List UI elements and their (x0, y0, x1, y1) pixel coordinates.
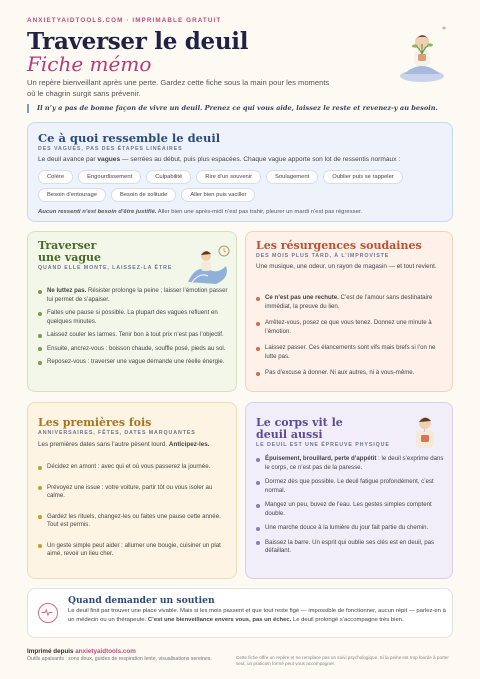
list-item-text: Décidez en amont : avec qui et où vous passerez la journée. (47, 463, 211, 470)
feeling-chip: Soulagement (266, 170, 318, 184)
person-holding-mug-illustration (406, 413, 444, 453)
footer-printed-by: Imprimé depuis (27, 648, 76, 655)
ride-title-line2: une vague (38, 251, 102, 264)
body-card (245, 402, 453, 579)
list-item (38, 309, 228, 326)
list-item-text: Baissez la barre. Un esprit qui oublie ses clés est en deuil, pas défaillant. (265, 538, 435, 554)
help-title: Quand demander un soutien (68, 595, 215, 606)
page-subtitle: Fiche mémo (27, 52, 152, 76)
person-on-wave-illustration (186, 242, 232, 286)
list-item (256, 478, 446, 495)
footer-left (27, 648, 227, 663)
list-item (256, 455, 446, 472)
list-item (256, 524, 446, 533)
help-text-bold: C’est une bienveillance envers vous, pas un échec. (147, 616, 292, 623)
heart-pulse-icon (38, 603, 58, 623)
list-item (38, 542, 228, 559)
firsts-subtitle: ANNIVERSAIRES, FÊTES, DATES MARQUANTES (38, 430, 196, 436)
hero-person-plant-illustration (386, 14, 458, 86)
footer-disclaimer: Cette fiche offre un repère et ne remplace pas un suivi psychologique. Si la peine est trop lourde à porter seul, un praticien formé peut vous accompagner. (236, 655, 449, 666)
list-item-text: Faites une pause si possible. La plupart des vagues refluent en quelques minutes. (47, 309, 218, 325)
intro-text: Un repère bienveillant après une perte. Gardez cette fiche sous la main pour les moments où le chagrin surgit sans prévenir. (27, 78, 330, 98)
list-item (38, 484, 228, 501)
ride-title (38, 240, 101, 264)
help-text-pre: Le deuil finit par trouver une place vivable. Mais si les mois passent et que tout reste figé — impossible de fonctionner, aucun répit — parlez-en à un médecin ou un thérapeute. (68, 608, 446, 623)
feeling-chip: Engourdissement (78, 170, 141, 184)
list-item (256, 369, 444, 378)
list-item-text: : le deuil s’exprime dans le corps, ce n’est pas de la paresse. (265, 455, 444, 471)
surges-desc: Une musique, une odeur, un rayon de magasin — et tout revient. (256, 263, 437, 270)
feeling-chip: Aller bien puis vaciller (181, 188, 255, 202)
list-item (38, 287, 228, 304)
firsts-desc-bold: Anticipez-les. (168, 441, 210, 448)
waves-foot-rest: Aller bien une après-midi n’est pas trahir, pleurer un mardi n’est pas régresser. (156, 209, 363, 215)
waves-card (27, 122, 453, 222)
list-item-text: Prévoyez une issue : votre voiture, partir tôt ou vous isoler au calme. (47, 483, 213, 499)
surges-title: Les résurgences soudaines (256, 239, 422, 252)
list-item (38, 513, 228, 530)
list-item (38, 463, 228, 472)
firsts-desc (38, 440, 230, 449)
waves-subtitle: DES VAGUES, PAS DES ÉTAPES LINÉAIRES (38, 146, 183, 152)
body-title (256, 417, 343, 441)
list-item-text: Laissez couler les larmes. Tenir bon à tout prix n’est pas l’objectif. (47, 331, 224, 338)
feeling-chip: Besoin de solitude (111, 188, 176, 202)
feeling-chip: Colère (38, 170, 73, 184)
list-item-bold: Épuisement, brouillard, perte d’appétit (265, 455, 377, 462)
list-item (38, 331, 228, 340)
list-item (38, 345, 228, 354)
ride-wave-card (27, 231, 237, 392)
list-item-text: Gardez les rituels, changez-les ou faites une pause cette année. Tout est permis. (47, 512, 221, 528)
page-title: Traverser le deuil (27, 28, 249, 55)
footer-site-link[interactable]: anxietyaidtools.com (75, 648, 136, 655)
list-item-text: Une marche douce à la lumière du jour fait partie du chemin. (265, 524, 429, 531)
firsts-card (27, 402, 237, 579)
quote: Il n’y a pas de bonne façon de vivre un deuil. Prenez ce qui vous aide, laissez le reste et revenez-y au besoin. (27, 104, 452, 113)
body-list (256, 455, 446, 562)
list-item-bold: Ce n’est pas une rechute. (265, 294, 339, 301)
waves-title: Ce à quoi ressemble le deuil (38, 131, 221, 145)
list-item-text: Laissez passer. Ces élancements sont vifs mais brefs si l’on ne lutte pas. (265, 344, 436, 360)
waves-lead-pre: Le deuil avance par (38, 156, 98, 163)
waves-lead (38, 156, 448, 163)
firsts-list (38, 463, 228, 571)
list-item (256, 539, 446, 556)
help-text-post: Le deuil prolongé s’accompagne très bien. (291, 616, 404, 623)
list-item-text: Arrêtez-vous, posez ce que vous tenez. Donnez une minute à l’émotion. (265, 319, 432, 335)
list-item (256, 344, 444, 361)
footer-tools: Outils apaisants : sons doux, guides de respiration lente, visualisations sereines. (27, 656, 212, 662)
body-title-line2: deuil aussi (256, 428, 323, 441)
list-item-text: Dormez dès que possible. Le deuil fatigue profondément, c’est normal. (265, 478, 434, 494)
list-item-text: Mangez un peu, buvez de l’eau. Les gestes simples comptent double. (265, 501, 432, 517)
waves-foot (38, 209, 362, 215)
ride-list (38, 287, 228, 372)
list-item-text: Reposez-vous : traverser une vague demande une réelle énergie. (47, 358, 225, 365)
waves-lead-bold: vagues (97, 156, 121, 163)
surges-card (245, 231, 453, 392)
surges-subtitle: DES MOIS PLUS TARD, À L’IMPROVISTE (256, 253, 390, 259)
list-item-text: Pas d’excuse à donner. Ni aux autres, ni à vous-même. (265, 369, 415, 376)
list-item (38, 358, 228, 367)
firsts-desc-pre: Les premières dates sans l’autre pèsent lourd. (38, 441, 169, 448)
help-text (68, 607, 448, 624)
ride-subtitle: QUAND ELLE MONTE, LAISSEZ-LA ÊTRE (38, 265, 173, 271)
surges-list (256, 294, 444, 386)
list-item (256, 501, 446, 518)
feeling-chips (38, 170, 448, 202)
feeling-chip: Culpabilité (146, 170, 191, 184)
feeling-chip: Oublier puis se rappeler (323, 170, 403, 184)
list-item (256, 319, 444, 336)
site-label: ANXIETYAIDTOOLS.COM · IMPRIMABLE GRATUIT (27, 17, 222, 24)
waves-lead-post: — serrées au début, puis plus espacées. Chaque vague apporte son lot de ressentis normaux : (120, 156, 401, 163)
help-card (27, 588, 453, 638)
list-item-text: C’est de l’amour sans destinataire immédiat, la preuve du lien. (265, 294, 433, 310)
list-item-text: Un geste simple peut aider : allumer une bougie, cuisiner un plat aimé, revoir un lieu cher. (47, 541, 221, 557)
firsts-title: Les premières fois (38, 416, 152, 429)
body-title-line1: Le corps vit le (256, 416, 343, 429)
body-subtitle: LE DEUIL EST UNE ÉPREUVE PHYSIQUE (256, 442, 390, 448)
waves-foot-bold: Aucun ressenti n’est besoin d’être justifié. (38, 209, 157, 215)
list-item (256, 294, 444, 311)
list-item-text: Résister prolonge la peine ; laisser l’émotion passer lui permet de s’apaiser. (47, 287, 228, 303)
feeling-chip: Rire d’un souvenir (196, 170, 261, 184)
ride-title-line1: Traverser (38, 239, 97, 252)
list-item-text: Ensuite, ancrez-vous : boisson chaude, souffle posé, pieds au sol. (47, 344, 226, 352)
footer-printed (27, 648, 227, 655)
list-item-bold: Ne luttez pas. (47, 287, 87, 294)
feeling-chip: Besoin d’entourage (38, 188, 106, 202)
